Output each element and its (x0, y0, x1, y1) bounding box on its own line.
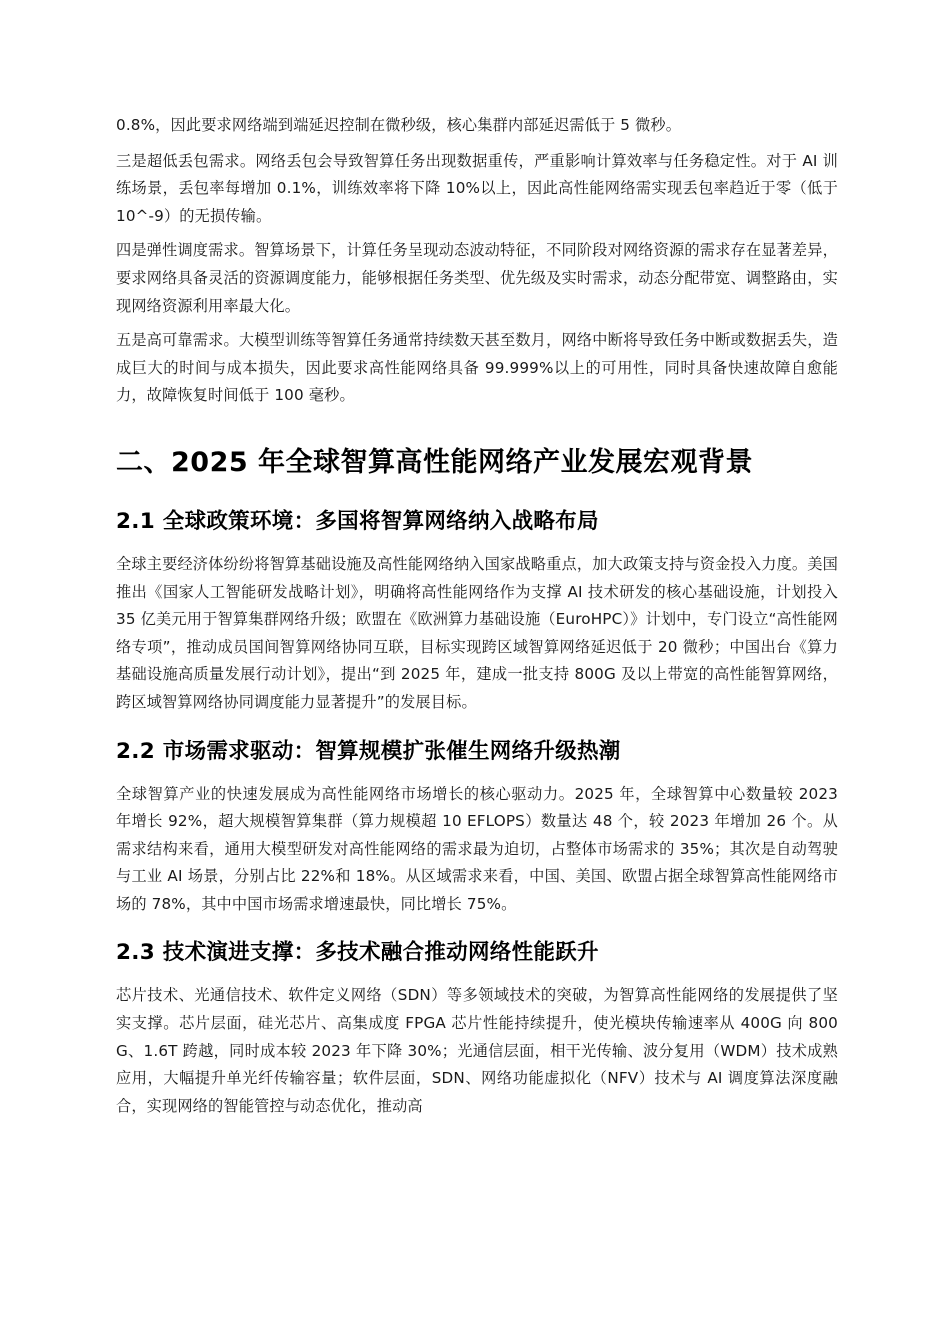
section-2-2-heading: 2.2 市场需求驱动：智算规模扩张催生网络升级热潮 (116, 738, 621, 764)
section-2-3-body: 芯片技术、光通信技术、软件定义网络（SDN）等多领域技术的突破，为智算高性能网络的发展提供了坚实支撑。芯片层面，硅光芯片、高集成度 FPGA 芯片性能持续提升，使光模块传输速率从 400G 向 800G、1.6T 跨越，同时成本较 2023 年下降 30%；光通信层面，相干光传输、波分复用（WDM）技术成熟应用，大幅提升单光纤传输容量；软件层面，SDN、网络功能虚拟化（NFV）技术与 AI 调度算法深度融合，实现网络的智能管控与动态优化，推动高 (116, 986, 838, 1115)
section-2-3-heading: 2.3 技术演进支撑：多技术融合推动网络性能跃升 (116, 940, 599, 966)
intro-paragraph-high-reliability: 五是高可靠需求。大模型训练等智算任务通常持续数天甚至数月，网络中断将导致任务中断或数据丢失，造成巨大的时间与成本损失，因此要求高性能网络具备 99.999%以上的可用性，同时具备快速故障自愈能力，故障恢复时间低于 100 毫秒。 (116, 331, 838, 405)
section-2-1-body: 全球主要经济体纷纷将智算基础设施及高性能网络纳入国家战略重点，加大政策支持与资金投入力度。美国推出《国家人工智能研发战略计划》，明确将高性能网络作为支撑 AI 技术研发的核心基础设施，计划投入 35 亿美元用于智算集群网络升级；欧盟在《欧洲算力基础设施（EuroHPC）》计划中，专门设立“高性能网络专项”，推动成员国间智算网络协同互联，目标实现跨区域智算网络延迟低于 20 微秒；中国出台《算力基础设施高质量发展行动计划》，提出“到 2025 年，建成一批支持 800G 及以上带宽的高性能智算网络，跨区域智算网络协同调度能力显著提升”的发展目标。 (116, 554, 838, 711)
intro-paragraph-packet-loss: 三是超低丢包需求。网络丢包会导致智算任务出现数据重传，严重影响计算效率与任务稳定性。对于 AI 训练场景，丢包率每增加 0.1%，训练效率将下降 10%以上，因此高性能网络需实现丢包率趋近于零（低于 10^-9）的无损传输。 (116, 151, 838, 225)
section-2-1-heading: 2.1 全球政策环境：多国将智算网络纳入战略布局 (116, 508, 599, 534)
intro-paragraph-elastic-scheduling: 四是弹性调度需求。智算场景下，计算任务呈现动态波动特征，不同阶段对网络资源的需求存在显著差异，要求网络具备灵活的资源调度能力，能够根据任务类型、优先级及实时需求，动态分配带宽、调整路由，实现网络资源利用率最大化。 (116, 241, 838, 315)
intro-paragraph-latency: 0.8%，因此要求网络端到端延迟控制在微秒级，核心集群内部延迟需低于 5 微秒。 (116, 116, 682, 134)
section-2-heading: 二、2025 年全球智算高性能网络产业发展宏观背景 (116, 446, 754, 478)
section-2-2-body: 全球智算产业的快速发展成为高性能网络市场增长的核心驱动力。2025 年，全球智算中心数量较 2023 年增长 92%，超大规模智算集群（算力规模超 10 EFLOPS）数量达 48 个，较 2023 年增加 26 个。从需求结构来看，通用大模型研发对高性能网络的需求最为迫切，占整体市场需求的 35%；其次是自动驾驶与工业 AI 场景，分别占比 22%和 18%。从区域需求来看，中国、美国、欧盟占据全球智算高性能网络市场的 78%，其中中国市场需求增速最快，同比增长 75%。 (116, 784, 838, 913)
document-page (116, 112, 838, 1127)
